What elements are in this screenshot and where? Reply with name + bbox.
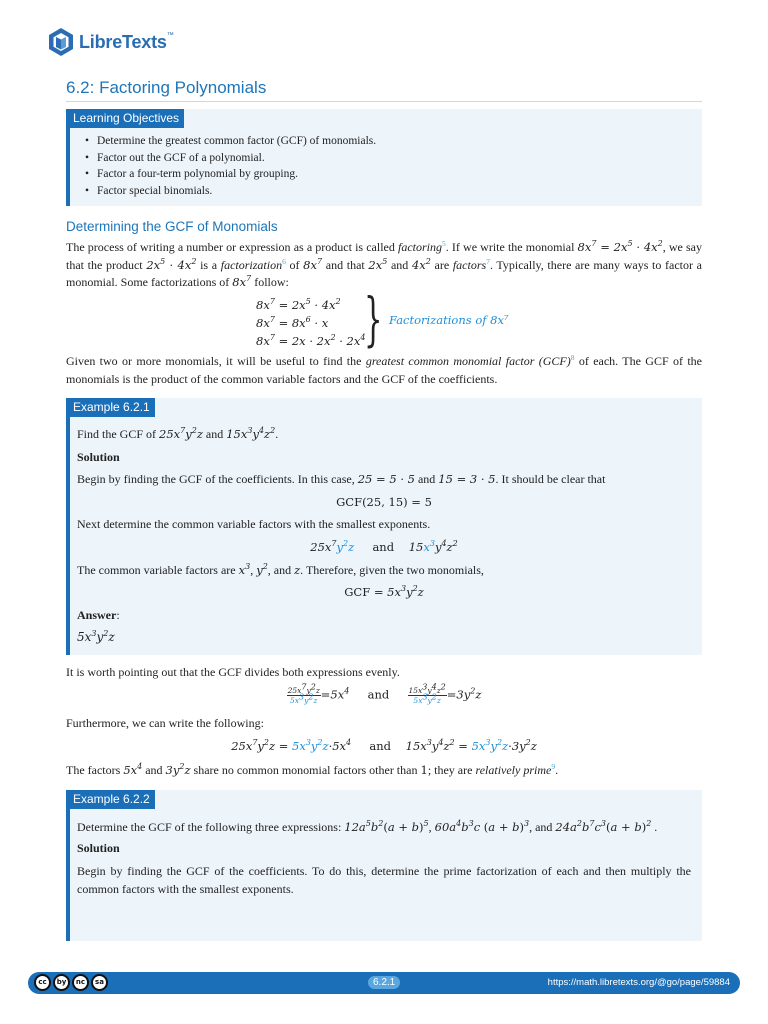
example1-step3: The common variable factors are $x^3$, $y^2$, and z. Therefore, given the two monomials, (77, 562, 484, 577)
objective-item: • Factor out the GCF of a polynomial. (97, 150, 376, 167)
title-divider (66, 101, 702, 102)
factorizations-list: $8x^7 = 2x^5 \cdot 4x^2$ $8x^7 = 8x^6 \cdot x$ $8x^7 = 2x \cdot 2x^2 \cdot 2x^4$ (256, 297, 366, 348)
footnote-link[interactable]: 9 (551, 762, 556, 771)
example1-answer-heading: Answer: (77, 608, 120, 622)
learning-objectives-label: Learning Objectives (70, 109, 184, 128)
common-variable-factors-equation: $25x^7y^2z$ and $15x^3y^4z^2$ (310, 539, 458, 554)
objectives-list (97, 133, 376, 199)
right-brace: } (364, 285, 383, 353)
term-factoring: factoring (398, 240, 443, 254)
nc-icon: nc (72, 974, 89, 991)
example1-answer: $5x^3y^2z$ (77, 629, 115, 644)
section-heading: Determining the GCF of Monomials (66, 219, 278, 234)
learning-objectives-box (66, 109, 702, 206)
term-gcf: greatest common monomial factor (GCF) (365, 354, 571, 368)
footnote-link[interactable]: 7 (486, 256, 490, 266)
footnote-link[interactable]: 5 (442, 239, 446, 248)
factored-form-equation: $25x^7y^2z = 5x^3y^2z\cdot 5x^4$ and $15x^3y^4z^2 = 5x^3y^2z\cdot 3y^2z$ (231, 738, 537, 753)
page-title: 6.2: Factoring Polynomials (66, 78, 267, 97)
example-label: Example 6.2.1 (70, 398, 155, 417)
gcf-coefficients-equation: GCF(25, 15) = 5 (336, 495, 432, 509)
objective-item: • Factor special binomials. (97, 183, 376, 200)
page-number: 6.2.1 (368, 976, 400, 989)
page-footer (28, 972, 740, 994)
libretexts-logo-icon (47, 27, 75, 57)
example2-question: Determine the GCF of the following three expressions: $12a^5b^2(a + b)^5$, $60a^4b^3c$ $(a + b)^3$, and $24a^2b^7c^3(a + b)^2$ . (77, 819, 658, 834)
logo-text: LibreTexts™ (79, 31, 174, 52)
following-text: Furthermore, we can write the following: (66, 716, 264, 730)
factorizations-label: Factorizations of 8x⁷ (389, 313, 509, 327)
gcf-result-equation: GCF = $5x^3y^2z$ (344, 584, 424, 599)
term-factorization: factorization (220, 257, 283, 272)
objective-item: • Determine the greatest common factor (GCF) of monomials. (97, 133, 376, 150)
page-url-link[interactable]: https://math.libretexts.org/@go/page/59884 (547, 977, 730, 988)
cc-icon: cc (34, 974, 51, 991)
term-relatively-prime: relatively prime (475, 763, 552, 777)
example1-step1: Begin by finding the GCF of the coefficients. In this case, 25 = 5 · 5 and 15 = 3 · 5. It should be clear that (77, 472, 606, 486)
relatively-prime-text: The factors $5x^4$ and $3y^2z$ share no common monomial factors other than 1; they are relatively prime$^9$. (66, 762, 559, 777)
divides-evenly-text: It is worth pointing out that the GCF divides both expressions evenly. (66, 665, 400, 679)
libretexts-logo[interactable] (47, 27, 174, 57)
license-badge[interactable] (34, 974, 108, 991)
gcf-definition-paragraph: Given two or more monomials, it will be useful to find the greatest common monomial factor (GCF)$^8$ of each. The GCF of the monomials is the product of the common variable factors and the GCF of the coefficients. (66, 353, 703, 386)
sa-icon: sa (91, 974, 108, 991)
footnote-link[interactable]: 8 (570, 353, 575, 362)
example-label: Example 6.2.2 (70, 790, 155, 809)
factoring-paragraph: The process of writing a number or expression as a product is called factoring$^5$. If we write the monomial $8x^7 = 2x^5 \cdot 4x^2$, we say that the product $2x^5 \cdot 4x^2$ is a factorization$^6$ of $8x^7$ and that $2x^5$ and $4x^2$ are factors$^7$. Typically, there are many ways to factor a monomial. Some factorizations of $8x^7$ follow: (66, 239, 703, 289)
example1-question: Find the GCF of $25x^7y^2z$ and $15x^3y^4z^2$. (77, 426, 279, 441)
division-equation: $\frac{25x^7y^2z}{5x^3y^2z}$ $=5x^4$ and $\frac{15x^3y^4z^2}{5x^3y^2z}$ $=3y^2z$ (287, 682, 482, 705)
example1-step2: Next determine the common variable factors with the smallest exponents. (77, 517, 431, 531)
term-factors: factors (452, 257, 487, 272)
fraction: $\frac{15x^3y^4z^2}{5x^3y^2z}$ (408, 682, 446, 705)
example1-solution-heading: Solution (77, 450, 120, 464)
objective-item: • Factor a four-term polynomial by grouping. (97, 166, 376, 183)
example2-step1: Begin by finding the GCF of the coefficients. To do this, determine the prime factorization of each and then multiply the common factors with the smallest exponents. (77, 864, 691, 896)
fraction: $\frac{25x^7y^2z}{5x^3y^2z}$ (287, 682, 320, 705)
example2-solution-heading: Solution (77, 841, 120, 855)
by-icon: by (53, 974, 70, 991)
footnote-link[interactable]: 6 (282, 256, 286, 266)
